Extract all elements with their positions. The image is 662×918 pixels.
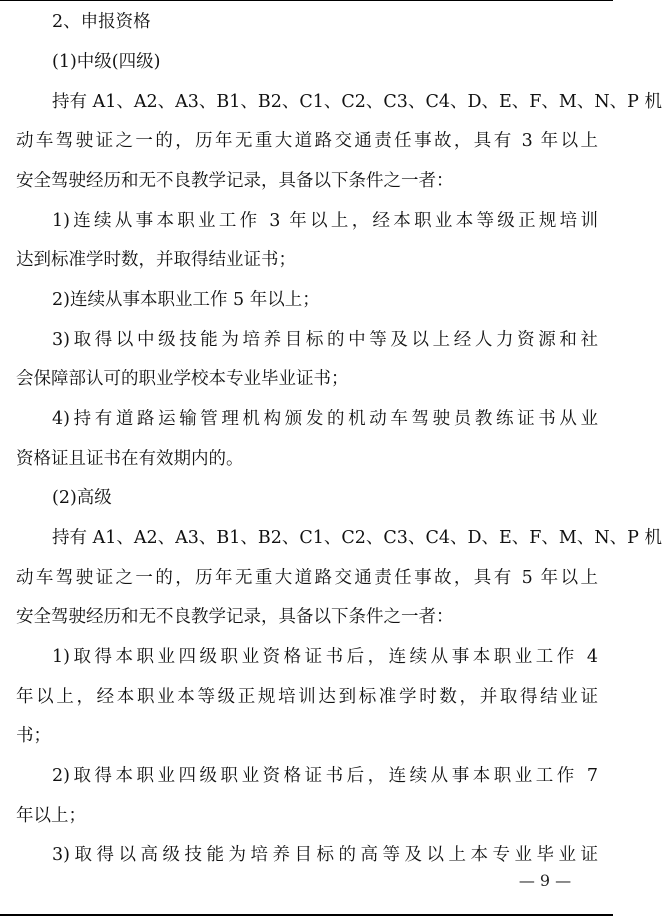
- page-number: — 9 —: [518, 871, 572, 890]
- list-item-line: 书；: [16, 726, 51, 746]
- list-item-line: 会保障部认可的职业学校本专业毕业证书；: [16, 369, 349, 389]
- list-item-line: 年以上；: [16, 806, 86, 826]
- paragraph-line: 动车驾驶证之一的，历年无重大道路交通责任事故，具有 3 年以上: [16, 131, 598, 151]
- list-item-line: 3)取得以中级技能为培养目标的中等及以上经人力资源和社: [52, 330, 598, 350]
- list-item-line: 2)连续从事本职业工作 5 年以上；: [52, 290, 320, 310]
- paragraph-line: 持有 A1、A2、A3、B1、B2、C1、C2、C3、C4、D、E、F、M、N、P 机: [52, 92, 662, 112]
- list-item-line: 年以上，经本职业本等级正规培训达到标准学时数，并取得结业证: [16, 687, 598, 707]
- subsection-heading-intermediate: (1)中级(四级): [52, 52, 161, 72]
- paragraph-line: 动车驾驶证之一的，历年无重大道路交通责任事故，具有 5 年以上: [16, 568, 598, 588]
- list-item-line: 1)取得本职业四级职业资格证书后，连续从事本职业工作 4: [52, 647, 598, 667]
- paragraph-line: 安全驾驶经历和无不良教学记录，具备以下条件之一者：: [16, 607, 454, 627]
- top-rule: [0, 0, 613, 1]
- list-item-line: 1)连续从事本职业工作 3 年以上，经本职业本等级正规培训: [52, 211, 598, 231]
- list-item-line: 3)取得以高级技能为培养目标的高等及以上本专业毕业证: [52, 845, 598, 865]
- paragraph-line: 安全驾驶经历和无不良教学记录，具备以下条件之一者：: [16, 171, 454, 191]
- subsection-heading-advanced: (2)高级: [52, 488, 112, 508]
- list-item-line: 达到标准学时数，并取得结业证书；: [16, 250, 296, 270]
- list-item-line: 2)取得本职业四级职业资格证书后，连续从事本职业工作 7: [52, 766, 598, 786]
- list-item-line: 资格证且证书在有效期内的。: [16, 449, 244, 469]
- bottom-rule: [0, 914, 613, 916]
- paragraph-line: 持有 A1、A2、A3、B1、B2、C1、C2、C3、C4、D、E、F、M、N、P 机: [52, 528, 662, 548]
- section-heading: 2、申报资格: [52, 12, 151, 32]
- list-item-line: 4)持有道路运输管理机构颁发的机动车驾驶员教练证书从业: [52, 409, 598, 429]
